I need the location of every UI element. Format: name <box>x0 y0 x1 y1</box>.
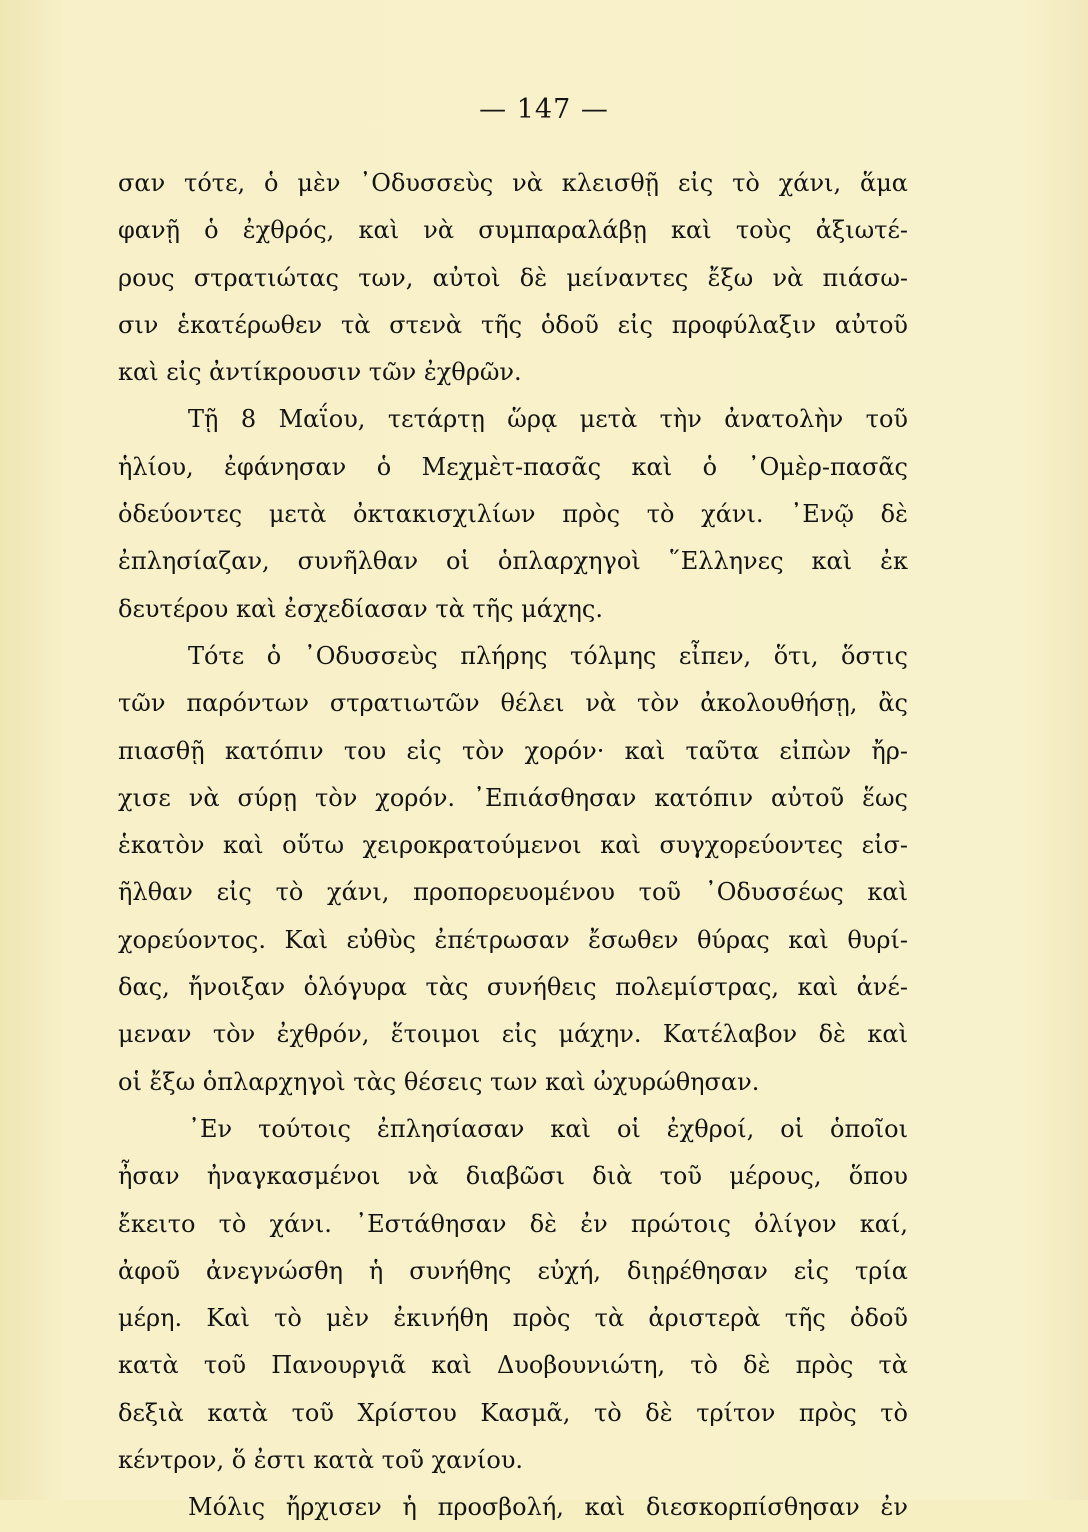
page-number: — 147 — <box>479 94 609 125</box>
text-line: δας, ἤνοιξαν ὁλόγυρα τὰς συνήθεις πολεμίστρας, καὶ ἀνέ- <box>118 973 908 1002</box>
text-line: ῆλθαν εἰς τὸ χάνι, προπορευομένου τοῦ ᾿Οδυσσέως καὶ <box>118 878 908 907</box>
text-line: κατὰ τοῦ Πανουργιᾶ καὶ Δυοβουνιώτη, τὸ δὲ πρὸς τὰ <box>118 1351 908 1380</box>
text-line: καὶ εἰς ἀντίκρουσιν τῶν ἐχθρῶν. <box>118 358 522 387</box>
text-line: ὁδεύοντες μετὰ ὀκτακισχιλίων πρὸς τὸ χάνι. ᾿Ενῷ δὲ <box>118 500 908 529</box>
text-line: φανῇ ὁ ἐχθρός, καὶ νὰ συμπαραλάβῃ καὶ τοὺς ἀξιωτέ- <box>118 216 908 245</box>
text-line: χισε νὰ σύρῃ τὸν χορόν. ᾿Επιάσθησαν κατόπιν αὐτοῦ ἕως <box>118 783 908 812</box>
paragraph-start-line: Τότε ὁ ᾿Οδυσσεὺς πλήρης τόλμης εἶπεν, ὅτι, ὅστις <box>188 641 908 670</box>
text-line: κέντρον, ὅ ἐστι κατὰ τοῦ χανίου. <box>118 1446 524 1475</box>
paragraph-start-line: ᾿Εν τούτοις ἐπλησίασαν καὶ οἱ ἐχθροί, οἱ ὁποῖοι <box>188 1114 908 1143</box>
paragraph-start-line: Τῇ 8 Μαΐου, τετάρτῃ ὥρᾳ μετὰ τὴν ἀνατολὴν τοῦ <box>188 405 908 434</box>
text-line: σιν ἑκατέρωθεν τὰ στενὰ τῆς ὁδοῦ εἰς προφύλαξιν αὐτοῦ <box>118 310 908 339</box>
text-line: σαν τότε, ὁ μὲν ᾿Οδυσσεὺς νὰ κλεισθῇ εἰς τὸ χάνι, ἅμα <box>118 169 908 197</box>
text-line: ἡλίου, ἐφάνησαν ὁ Μεχμὲτ-πασᾶς καὶ ὁ ᾿Ομὲρ-πασᾶς <box>118 452 908 481</box>
text-line: οἱ ἔξω ὁπλαρχηγοὶ τὰς θέσεις των καὶ ὠχυρώθησαν. <box>118 1067 760 1096</box>
paragraph-start-line: Μόλις ἤρχισεν ἡ προσβολή, καὶ διεσκορπίσθησαν ἐν <box>188 1493 908 1522</box>
text-line: ρους στρατιώτας των, αὐτοὶ δὲ μείναντες ἔξω νὰ πιάσω- <box>118 263 908 292</box>
text-line: πιασθῇ κατόπιν του εἰς τὸν χορόν· καὶ ταῦτα εἰπὼν ἤρ- <box>118 736 908 765</box>
text-line: τῶν παρόντων στρατιωτῶν θέλει νὰ τὸν ἀκολουθήσῃ, ἂς <box>118 689 908 718</box>
text-line: ἑκατὸν καὶ οὕτω χειροκρατούμενοι καὶ συγχορεύοντες εἰσ- <box>118 831 908 860</box>
text-line: χορεύοντος. Καὶ εὐθὺς ἐπέτρωσαν ἔσωθεν θύρας καὶ θυρί- <box>118 925 908 954</box>
text-line: μεναν τὸν ἐχθρόν, ἕτοιμοι εἰς μάχην. Κατέλαβον δὲ καὶ <box>118 1020 908 1049</box>
text-line: ἐπλησίαζαν, συνῆλθαν οἱ ὁπλαρχηγοὶ ῞Ελληνες καὶ ἐκ <box>118 547 908 576</box>
text-line: ἦσαν ἠναγκασμένοι νὰ διαβῶσι διὰ τοῦ μέρους, ὅπου <box>118 1162 908 1191</box>
text-line: δευτέρου καὶ ἐσχεδίασαν τὰ τῆς μάχης. <box>118 594 603 623</box>
text-line: ἀφοῦ ἀνεγνώσθη ἡ συνήθης εὐχή, διῃρέθησαν εἰς τρία <box>118 1256 908 1285</box>
text-line: δεξιὰ κατὰ τοῦ Χρίστου Κασμᾶ, τὸ δὲ τρίτον πρὸς τὸ <box>118 1398 908 1427</box>
text-line: μέρη. Καὶ τὸ μὲν ἐκινήθη πρὸς τὰ ἀριστερὰ τῆς ὁδοῦ <box>118 1304 908 1333</box>
text-line: ἔκειτο τὸ χάνι. ᾿Εστάθησαν δὲ ἐν πρώτοις ὀλίγον καί, <box>118 1209 908 1238</box>
body-text <box>118 160 908 1532</box>
